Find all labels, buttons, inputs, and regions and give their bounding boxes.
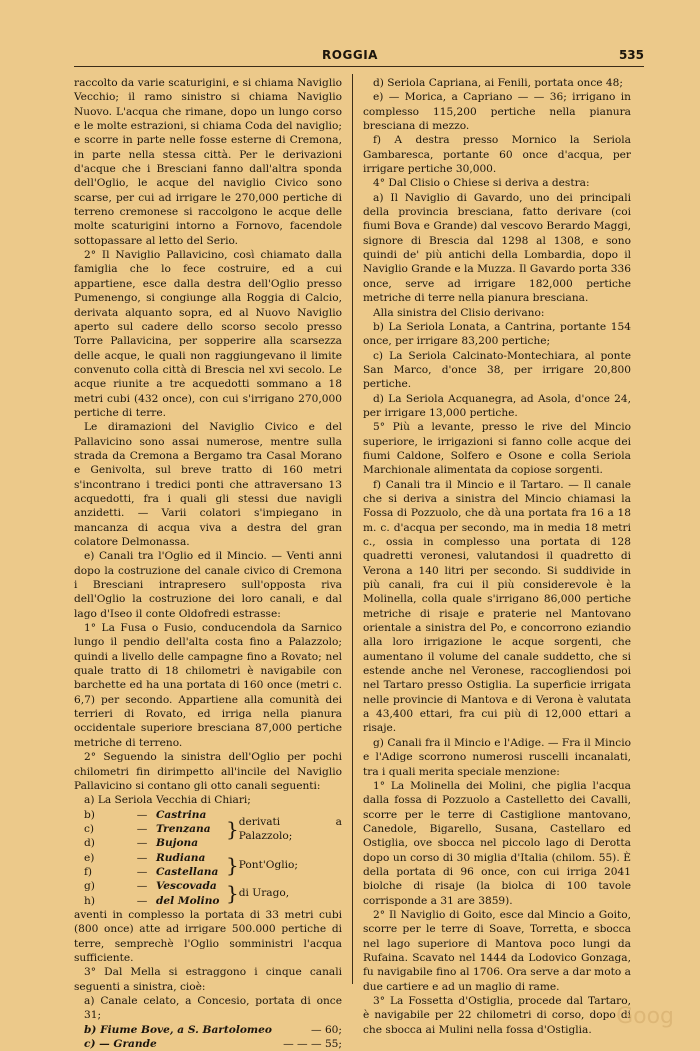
- paragraph: 1° La Molinella dei Molini, che piglia l'acqua dalla fossa di Pozzuolo a Castelletto dei Cavalli, scorre per le terre di Castiglione mantovano, Canedole, Bigarello, Susana, Castellaro ed Ostiglia, ove sbocca nel piccolo lago di Derotta dopo un corso di 30 miglia d'Italia (chilom. 55). È della portata di 96 once, con cui irriga 2041 biolche di risaje (la biolca di 100 tavole corrisponde a 31 are 3859).: [363, 779, 631, 907]
- scan-watermark: Goog: [616, 1004, 674, 1029]
- item-lead: c) — Grande: [84, 1038, 157, 1051]
- left-column: [74, 76, 342, 1051]
- item-dash: —: [136, 822, 148, 835]
- item-name: Vescovada: [156, 880, 217, 893]
- column-divider: [352, 74, 353, 984]
- item-name: Castellana: [156, 865, 219, 878]
- paragraph: f) A destra presso Mornico la Seriola Gambaresca, portante 60 once d'acqua, per irrigare pertiche 30,000.: [363, 134, 631, 176]
- paragraph: 2° Il Naviglio di Goito, esce dal Mincio a Goito, scorre per le terre di Soave, Torretta, e sbocca nel lago superiore di Mantova poco lungi da Rufaina. Scavato nel 1444 da Lodovico Gonzaga, fu navigabile fino al 1706. Ora serve a dar moto a due cartiere e ad un maglio di rame.: [363, 908, 631, 993]
- item-dash: —: [136, 865, 148, 878]
- list-item: [84, 808, 342, 822]
- list-item: [84, 879, 342, 893]
- list-item: a) La Seriola Vecchia di Chiari;: [84, 794, 251, 807]
- paragraph: b) La Seriola Lonata, a Cantrina, portante 154 once, per irrigare 83,200 pertiche;: [363, 320, 631, 348]
- item-value: — 60;: [310, 1023, 342, 1036]
- item-letter: h): [84, 894, 95, 907]
- paragraph: g) Canali fra il Mincio e l'Adige. — Fra il Mincio e l'Adige scorrono numerosi ruscelli incanalati, tra i quali merita speciale menzione:: [363, 736, 631, 778]
- list-item: [74, 1037, 342, 1051]
- paragraph: 3° Dal Mella si estraggono i cinque canali seguenti a sinistra, cioè:: [74, 966, 342, 993]
- paragraph: 5° Più a levante, presso le rive del Mincio superiore, le irrigazioni si fanno colle acque dei fiumi Caldone, Solfero e Osone e colla Seriola Marchionale alimentata da copiose sorgenti.: [363, 421, 631, 477]
- item-dash: —: [136, 894, 148, 907]
- paragraph: e) Canali tra l'Oglio ed il Mincio. — Venti anni dopo la costruzione del canale civico di Cremona i Bresciani intrapresero sull'opposta riva dell'Oglio la costruzione dei loro canali, e dal lago d'Iseo il conte Oldofredi estrasse:: [74, 550, 342, 620]
- paragraph: 4° Dal Clisio o Chiese si deriva a destra:: [373, 177, 590, 190]
- running-head-title: ROGGIA: [322, 48, 378, 62]
- item-dash: —: [136, 851, 148, 864]
- item-lead: b) Fiume Bove, a S. Bartolomeo: [84, 1023, 272, 1036]
- paragraph: 1° La Fusa o Fusio, conducendola da Sarnico lungo il pendio dell'alta costa fino a Palazzolo; quindi a livello delle campagne fino a Rovato; nel quale tratto di 18 chilometri è navigabile con barchette ed ha una portata di 160 once (metri c. 6,7) per secondo. Appartiene alla comunità dei terrieri di Rovato, ed irriga nella pianura occidentale superiore bresciana 87,000 pertiche metriche di terreno.: [74, 622, 342, 749]
- paragraph: e) — Morica, a Capriano — — 36; irrigano in complesso 115,200 pertiche nella pianura bresciana di mezzo.: [363, 91, 631, 133]
- item-name: del Molino: [156, 894, 220, 907]
- page-number: 535: [618, 48, 644, 62]
- item-name: Castrina: [156, 808, 207, 821]
- item-name: Trenzana: [156, 822, 211, 835]
- item-name: Rudiana: [156, 851, 206, 864]
- list-item: [74, 1023, 342, 1037]
- item-letter: g): [84, 880, 95, 893]
- paragraph: aventi in complesso la portata di 33 metri cubi (800 once) atte ad irrigare 500.000 pertiche di terre, semprechè l'Oglio somministri l'acqua sufficiente.: [74, 908, 342, 964]
- item-value: — — — 55;: [283, 1038, 342, 1051]
- right-column: [363, 76, 631, 1037]
- list-item: [84, 851, 342, 865]
- canal-list: [84, 808, 342, 908]
- item-letter: e): [84, 851, 95, 864]
- paragraph: d) Seriola Capriana, ai Fenili, portata once 48;: [373, 77, 623, 89]
- item-dash: —: [136, 808, 148, 821]
- group-label: derivati a Palazzolo;: [238, 815, 342, 843]
- item-letter: b): [84, 808, 95, 821]
- brace: }: [226, 881, 239, 906]
- header-rule: [74, 66, 644, 67]
- item-dash: —: [136, 880, 148, 893]
- paragraph: 3° La Fossetta d'Ostiglia, procede dal Tartaro, è navigabile per 22 chilometri di corso, dopo di che sbocca ai Mulini nella fossa d'Ostiglia.: [363, 995, 631, 1036]
- paragraph: c) La Seriola Calcinato-Montechiara, al ponte San Marco, d'once 38, per irrigare 20,800 pertiche.: [363, 349, 631, 391]
- item-letter: d): [84, 837, 95, 850]
- paragraph: Alla sinistra del Clisio derivano:: [373, 306, 545, 319]
- paragraph: d) La Seriola Acquanegra, ad Asola, d'once 24, per irrigare 13,000 pertiche.: [363, 392, 631, 419]
- paragraph: a) Il Naviglio di Gavardo, uno dei principali della provincia bresciana, fatto derivare (coi fiumi Bova e Grande) dal vescovo Berardo Maggi, signore di Brescia dal 1298 al 1308, e sono quindi de' più antichi della Lombardia, dopo il Naviglio Grande e la Muzza. Il Gavardo porta 336 once, serve ad irrigare 182,000 pertiche metriche di terre nella pianura bresciana.: [363, 191, 631, 305]
- item-dash: —: [136, 837, 148, 850]
- item-name: Bujona: [156, 837, 199, 850]
- brace: }: [226, 852, 239, 877]
- brace: }: [226, 816, 239, 841]
- paragraph: f) Canali tra il Mincio e il Tartaro. — Il canale che si deriva a sinistra del Mincio chiamasi la Fossa di Pozzuolo, che dà una portata fra 16 a 18 m. c. d'acqua per secondo, ma in media 18 metri c., ossia in complesso una portata di 128 quadretti veronesi, valutandosi il quadretto di Verona a 140 litri per secondo. Si suddivide in più canali, fra cui il più considerevole è la Molinella, colla quale s'irrigano 86,000 pertiche metriche di risaje e praterie nel Mantovano orientale a sinistra del Po, e concorrono eziandio alla loro irrigazione le acque sorgenti, che aumentano il volume del canale suddetto, che si estende anche nel Veronese, raccogliendosi poi nel Tartaro presso Ostiglia. La superficie irrigata nelle provincie di Mantova e di Verona è valutata a 43,400 ettari, fra cui più di 12,000 ettari a risaje.: [363, 478, 631, 735]
- paragraph: raccolto da varie scaturigini, e si chiama Naviglio Vecchio; il ramo sinistro si chiama Naviglio Nuovo. L'acqua che rimane, dopo un lungo corso e le molte estrazioni, si chiama Coda del naviglio; e scorre in parte nelle fosse esterne di Cremona, in parte nella stessa città. Per le derivazioni d'acque che i Bresciani fanno dall'altra sponda dell'Oglio, le acque del naviglio Civico sono scarse, per cui ad irrigare le 270,000 pertiche di terreno cremonese si raccolgono le acque delle molte scaturigini intorno a Fornovo, facendole sottopassare al letto del Serio.: [74, 77, 342, 247]
- list-item: a) Canale celato, a Concesio, portata di once 31;: [84, 995, 342, 1022]
- paragraph: 2° Il Naviglio Pallavicino, così chiamato dalla famiglia che lo fece costruire, ed a cui appartiene, esce dalla destra dell'Oglio presso Pumenengo, si congiunge alla Roggia di Calcio, derivata alquanto sopra, ed al Nuovo Naviglio aperto sul cadere dello scorso secolo presso Torre Pallavicina, per sopperire alla scarsezza delle acque, le quali non raggiungevano il limite convenuto colla città di Brescia nel xvi secolo. Le acque riunite a tre acquedotti sommano a 18 metri cubi (432 once), con cui s'irrigano 270,000 pertiche di terre.: [74, 249, 342, 419]
- item-letter: f): [84, 865, 93, 878]
- paragraph: Le diramazioni del Naviglio Civico e del Pallavicino sono assai numerose, mentre sulla strada da Cremona a Bergamo tra Casal Morano e Genivolta, sul breve tratto di 160 metri s'incontrano i tredici ponti che attraversano 13 acquedotti, fra i quali gli stessi due navigli anzidetti. — Varii colatori s'impiegano in mancanza di acqua viva a destra del gran colatore Delmonassa.: [74, 421, 342, 548]
- item-letter: c): [84, 822, 95, 835]
- group-label: Pont'Oglio;: [238, 858, 298, 871]
- paragraph: 2° Seguendo la sinistra dell'Oglio per pochi chilometri fin dirimpetto all'incile del Naviglio Pallavicino si contano gli otto canali seguenti:: [74, 751, 342, 792]
- group-label: di Urago,: [238, 887, 290, 900]
